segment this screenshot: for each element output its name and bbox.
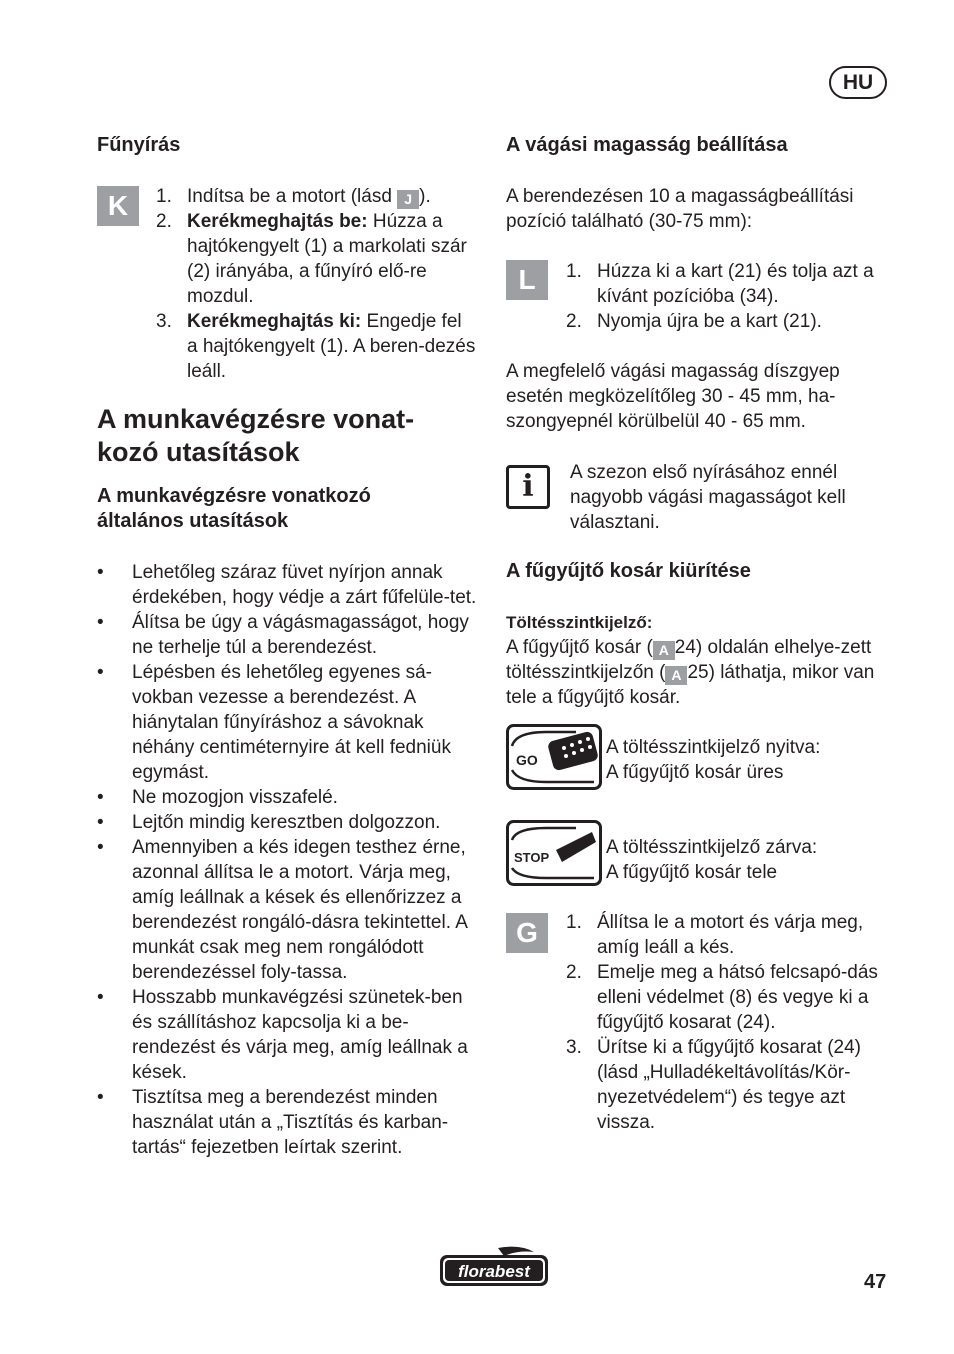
section-title-cutting-height: A vágási magasság beállítása bbox=[506, 134, 788, 156]
section-title-empty-basket: A fűgyűjtő kosár kiürítése bbox=[506, 560, 751, 582]
list-item: • Lehetőleg száraz füvet nyírjon annak érdekében, hogy védje a zárt fűfelüle-tet. bbox=[97, 562, 477, 608]
mowing-step-1: 1. Indítsa be a motort (lásd J ). bbox=[156, 186, 431, 207]
section-title-mowing: Fűnyírás bbox=[97, 134, 181, 156]
cutting-height-steps bbox=[566, 259, 896, 334]
stop-label: STOP bbox=[514, 850, 550, 865]
go-description: A töltésszintkijelző nyitva: A fűgyűjtő kosár üres bbox=[606, 737, 821, 783]
level-indicator-label: Töltésszintkijelző: bbox=[506, 613, 653, 632]
ref-badge-j: J bbox=[397, 190, 419, 209]
language-badge: HU bbox=[829, 66, 887, 99]
list-item: • Hosszabb munkavégzési szünetek-ben és szállításhoz kapcsolja ki a be-rendezést és várja meg, amíg leállnak a kések. bbox=[97, 987, 468, 1083]
stop-description: A töltésszintkijelző zárva: A fűgyűjtő kosár tele bbox=[606, 837, 818, 883]
general-instructions-list bbox=[97, 560, 482, 1160]
empty-step-2: 2. Emelje meg a hátsó felcsapó-dás elleni védelmet (8) és vegye ki a fűgyűjtő kosarat (24). bbox=[566, 962, 878, 1033]
step-badge-k: K bbox=[97, 186, 139, 226]
florabest-logo bbox=[438, 1246, 550, 1288]
level-open-go-icon bbox=[506, 724, 602, 790]
cutting-step-2: 2. Nyomja újra be a kart (21). bbox=[566, 311, 822, 332]
mowing-step-2: 2. Kerékmeghajtás be: Húzza a hajtókengyelt (1) a markolati szár (2) irányába, a fűnyíró elő-re mozdul. bbox=[156, 211, 467, 307]
list-item: • Amennyiben a kés idegen testhez érne, azonnal állítsa le a motort. Várja meg, amíg leállnak a kések és ellenőrizzez a berendezést rongáló-dásra tekintettel. A munkát csak meg nem rongálódott berendezéssel foly-tassa. bbox=[97, 837, 467, 983]
page-number: 47 bbox=[864, 1271, 887, 1293]
level-closed-stop-icon bbox=[506, 820, 602, 886]
list-item: • Lejtőn mindig keresztben dolgozzon. bbox=[97, 812, 441, 833]
ref-badge-a: A bbox=[665, 666, 687, 685]
recommended-height-text: A megfelelő vágási magasság díszgyep esetén megközelítőleg 30 - 45 mm, ha-szongyepnél körülbelül 40 - 65 mm. bbox=[506, 361, 840, 432]
mowing-steps bbox=[156, 184, 476, 384]
main-heading: A munkavégzésre vonat- kozó utasítások bbox=[97, 404, 415, 467]
list-item: • Lépésben és lehetőleg egyenes sá-vokban vezesse a berendezést. A hiánytalan fűnyíráshoz a sávoknak néhány centiméternyire át kell fedniük egymást. bbox=[97, 662, 451, 783]
info-icon: i bbox=[506, 465, 550, 509]
list-item: • Álítsa be úgy a vágásmagasságot, hogy ne terhelje túl a berendezést. bbox=[97, 612, 469, 658]
step-badge-g: G bbox=[506, 913, 548, 953]
mowing-step-3: 3. Kerékmeghajtás ki: Engedje fel a hajtókengyelt (1). A beren-dezés leáll. bbox=[156, 311, 476, 382]
empty-step-3: 3. Ürítse ki a fűgyűjtő kosarat (24) (lásd „Hulladékeltávolítás/Kör-nyezetvédelem“) és tegye azt vissza. bbox=[566, 1037, 861, 1133]
list-item: • Ne mozogjon visszafelé. bbox=[97, 787, 338, 808]
step-badge-l: L bbox=[506, 260, 548, 300]
cutting-height-intro: A berendezésen 10 a magasságbeállítási pozíció található (30-75 mm): bbox=[506, 186, 854, 232]
cutting-step-1: 1. Húzza ki a kart (21) és tolja azt a kívánt pozícióba (34). bbox=[566, 261, 874, 307]
sub-heading-general: A munkavégzésre vonatkozó általános utasítások bbox=[97, 485, 371, 532]
logo-text: florabest bbox=[458, 1262, 530, 1281]
empty-step-1: 1. Állítsa le a motort és várja meg, amíg leáll a kés. bbox=[566, 912, 864, 958]
ref-badge-a: A bbox=[653, 641, 675, 660]
info-note: A szezon első nyírásához ennél nagyobb vágási magasságot kell választani. bbox=[570, 462, 846, 533]
level-indicator-text: A fűgyűjtő kosár ( A 24) oldalán elhelye-zett töltésszintkijelzőn ( A 25) láthatja, mikor van tele a fűgyűjtő kosár. bbox=[506, 637, 875, 708]
go-label: GO bbox=[516, 752, 538, 768]
list-item: • Tisztítsa meg a berendezést minden használat után a „Tisztítás és karban-tartás“ fejezetben leírtak szerint. bbox=[97, 1087, 449, 1158]
empty-basket-steps bbox=[566, 910, 896, 1135]
